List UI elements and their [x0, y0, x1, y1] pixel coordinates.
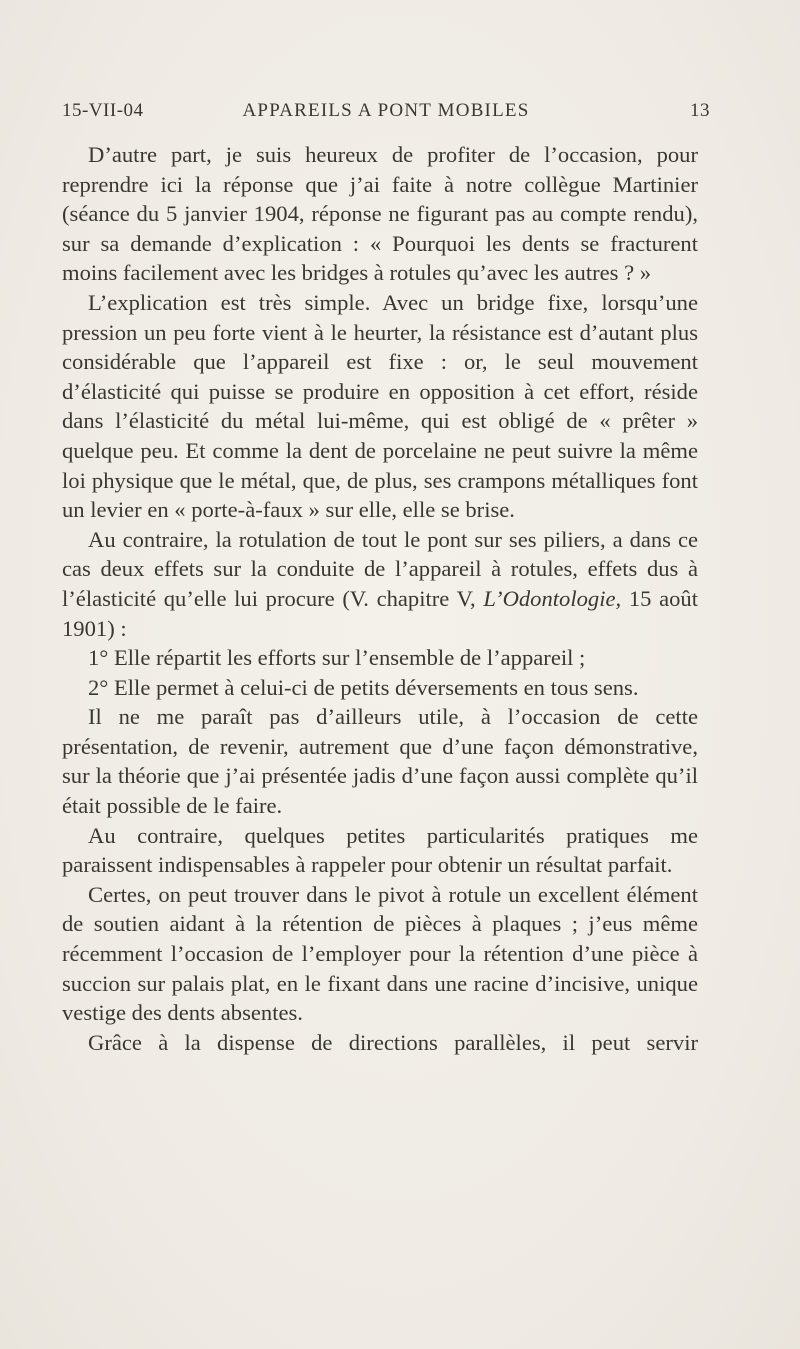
journal-title: L’Odontologie, [483, 585, 622, 611]
list-item: 2° Elle permet à celui-ci de petits déversements en tous sens. [88, 674, 639, 700]
paragraph-text: 15 août 1901) : [62, 585, 698, 641]
paragraph: Il ne me paraît pas d’ailleurs utile, à l’occasion de cette présentation, de revenir, autrement que d’une façon démonstrative, sur la théorie que j’ai présentée jadis d’une façon aussi complète qu’il était possible de le faire. [62, 704, 698, 819]
paragraph: L’explication est très simple. Avec un bridge fixe, lorsqu’une pression un peu forte vient à le heurter, la résistance est d’autant plus considérable que l’appareil est fixe : or, le seul mouvement d’élasticité qui puisse se produire en opposition à cet effort, réside dans l’élasticité du métal lui-même, qui est obligé de « prêter » quelque peu. Et comme la dent de porcelaine ne peut suivre la même loi physique que le métal, que, de plus, ses crampons métalliques font un levier en « porte-à-faux » sur elle, elle se brise. [62, 289, 698, 523]
paragraph: D’autre part, je suis heureux de profiter de l’occasion, pour reprendre ici la réponse que j’ai faite à notre collègue Martinier (séance du 5 janvier 1904, réponse ne figurant pas au compte rendu), sur sa demande d’explication : « Pourquoi les dents se fracturent moins facilement avec les bridges à rotules qu’avec les autres ? » [62, 142, 698, 286]
paragraph: Grâce à la dispense de directions parallèles, il peut servir [88, 1029, 698, 1055]
page-header [62, 100, 710, 128]
page-number: 13 [690, 100, 710, 121]
paragraph: Certes, on peut trouver dans le pivot à rotule un excellent élément de soutien aidant à la rétention de pièces à plaques ; j’eus même récemment l’occasion de l’employer pour la rétention d’une pièce à succion sur palais plat, en le fixant dans une racine d’incisive, unique vestige des dents absentes. [62, 881, 698, 1026]
running-title: APPAREILS A PONT MOBILES [242, 100, 530, 121]
list-item: 1° Elle répartit les efforts sur l’ensemble de l’appareil ; [88, 645, 586, 671]
session-date: 15-VII-04 [62, 100, 144, 121]
body-text [62, 140, 698, 1057]
paragraph [62, 525, 698, 643]
paragraph: Au contraire, quelques petites particularités pratiques me paraissent indispensables à rappeler pour obtenir un résultat parfait. [62, 822, 698, 878]
paragraph-text: Au contraire, la rotulation de tout le pont sur ses piliers, a dans ce cas deux effets sur la conduite de l’appareil à rotules, effets dus à l’élasticité qu’elle lui procure (V. chapitre V, [62, 526, 698, 611]
